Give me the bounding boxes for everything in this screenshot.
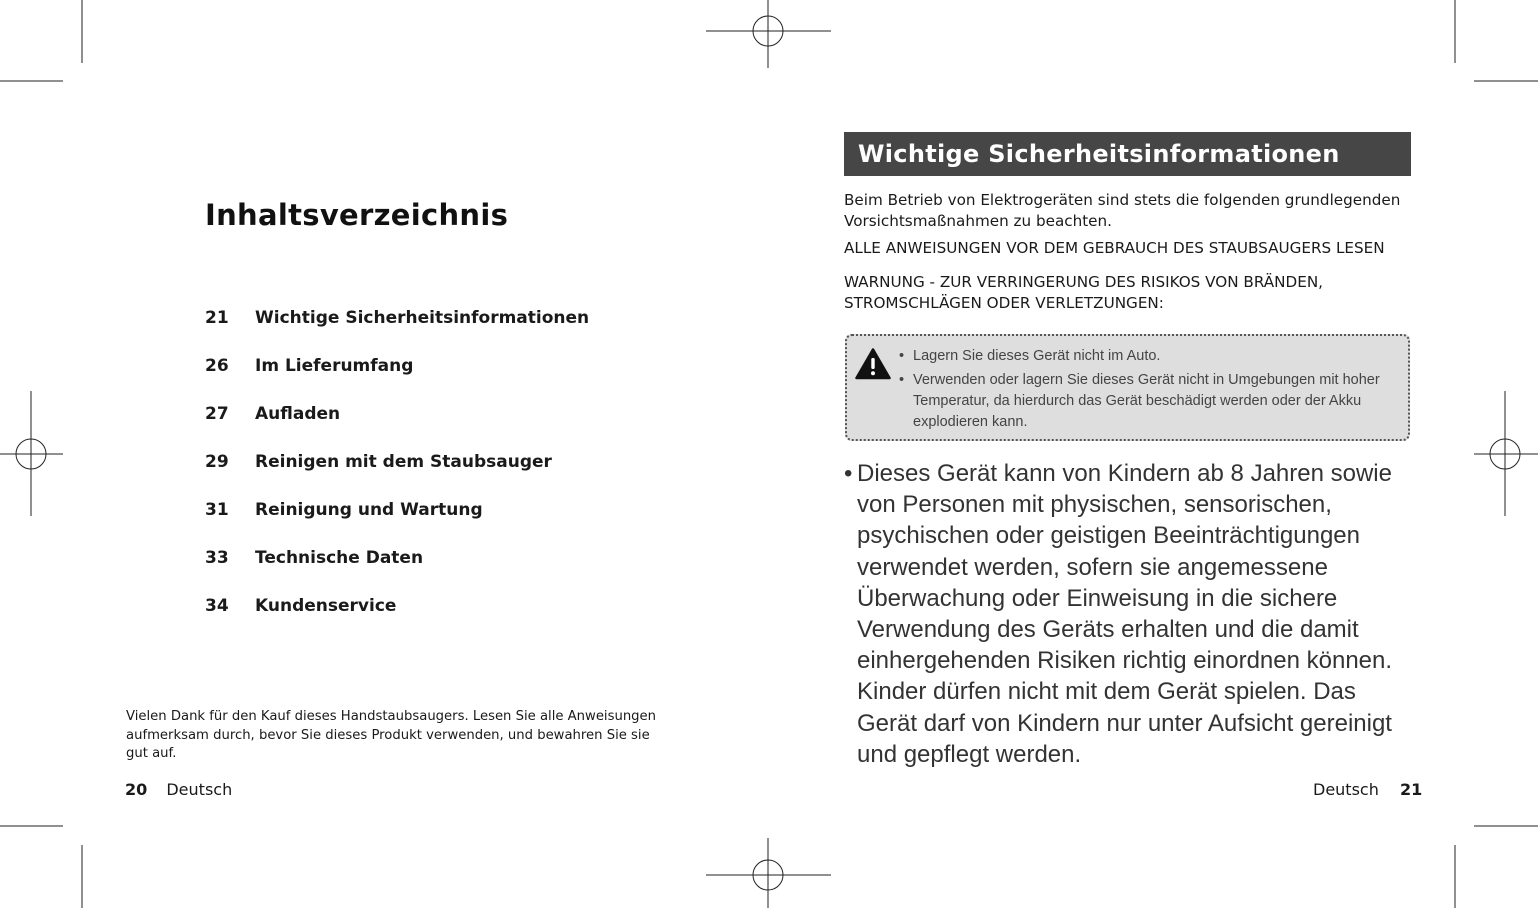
toc-title: Inhaltsverzeichnis [205, 198, 509, 232]
toc-page-number: 27 [205, 404, 229, 424]
warning-item: • Verwenden oder lagern Sie dieses Gerät nicht in Umgebungen mit hoher Temperatur, da hierdurch das Gerät beschädigt werden oder der Akku explodieren kann. [899, 370, 1404, 433]
toc-page-number: 26 [205, 356, 229, 376]
footer-right [1313, 780, 1422, 799]
intro-text: Vielen Dank für den Kauf dieses Handstaubsaugers. Lesen Sie alle Anweisungen aufmerksam durch, bevor Sie dieses Produkt verwenden, und bewahren Sie sie gut auf. [126, 709, 657, 762]
warning-heading: WARNUNG - ZUR VERRINGERUNG DES RISIKOS VON BRÄNDEN, STROMSCHLÄGEN ODER VERLETZUNGEN: [844, 273, 1324, 312]
children-safety-text: Dieses Gerät kann von Kindern ab 8 Jahren sowie von Personen mit physischen, sensorischen, psychischen oder geistigen Beeinträchtigungen verwendet werden, sofern sie angemessene Überwachung oder Einweisung in die sichere Verwendung des Geräts erhalten und die damit einhergehenden Risiken richtig einordnen können. Kinder dürfen nicht mit dem Gerät spielen. Das Gerät darf von Kindern nur unter Aufsicht gereinigt und gepflegt werden. [857, 460, 1393, 768]
read-instructions-notice: ALLE ANWEISUNGEN VOR DEM GEBRAUCH DES STAUBSAUGERS LESEN [844, 239, 1385, 257]
toc-page-number: 33 [205, 548, 229, 568]
toc-entry[interactable] [205, 390, 589, 438]
toc-entry-title: Aufladen [255, 404, 341, 424]
toc-entry[interactable] [205, 534, 589, 582]
footer-language-left: Deutsch [166, 780, 233, 799]
toc-entry-title: Wichtige Sicherheitsinformationen [255, 308, 590, 328]
warning-item: • Lagern Sie dieses Gerät nicht im Auto. [899, 346, 1404, 367]
page-number-left: 20 [125, 780, 148, 799]
toc-page-number: 29 [205, 452, 229, 472]
toc-entry-title: Kundenservice [255, 596, 397, 616]
page-number-right: 21 [1399, 780, 1423, 799]
section-header: Wichtige Sicherheitsinformationen [844, 132, 1411, 176]
toc-page-number: 34 [205, 596, 229, 616]
toc-entry-title: Im Lieferumfang [255, 356, 414, 376]
footer-left [125, 780, 232, 799]
toc-page-number: 31 [205, 500, 229, 520]
table-of-contents [205, 294, 589, 630]
bullet-dot: • [844, 460, 853, 487]
warning-list [899, 346, 1404, 433]
intro-paragraph: Beim Betrieb von Elektrogeräten sind stets die folgenden grundlegenden Vorsichtsmaßnahmen zu beachten. [844, 191, 1401, 230]
toc-page-number: 21 [205, 308, 229, 328]
toc-entry[interactable] [205, 582, 589, 630]
toc-entry[interactable] [205, 486, 589, 534]
toc-entry[interactable] [205, 294, 589, 342]
toc-entry[interactable] [205, 438, 589, 486]
warning-triangle-icon [855, 348, 891, 380]
toc-entry-title: Technische Daten [255, 548, 424, 568]
toc-entry-title: Reinigung und Wartung [255, 500, 483, 520]
warning-box [845, 334, 1410, 441]
toc-entry[interactable] [205, 342, 589, 390]
footer-language-right: Deutsch [1313, 780, 1379, 799]
children-safety-bullet [844, 458, 1419, 770]
toc-entry-title: Reinigen mit dem Staubsauger [255, 452, 552, 472]
